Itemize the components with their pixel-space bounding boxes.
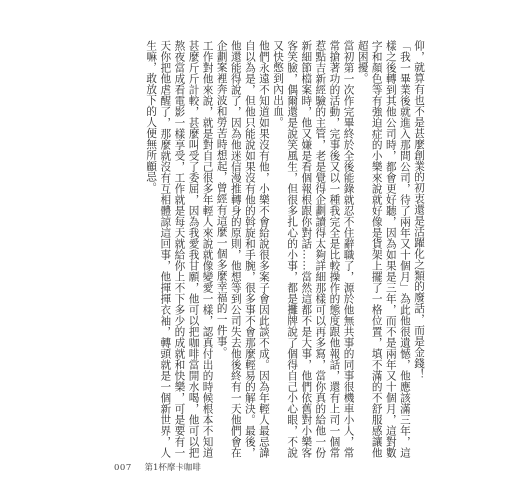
- page-footer: [114, 461, 201, 473]
- page-number: 007: [114, 463, 132, 473]
- paragraph-5: 工作對他來說，就是對自己很多年輕人來說就像變愛一樣，認真付出的時候根本不知道甚麼斤斤計較，甚麼叫受了委屈，因為我愛我甘願，他可以把咖啡當開水喝，他可以把熬夜當成看電影一樣享受，工作就是每天就給你上不下多少的成就和快樂，可是要有一天你把他虐醒了，那麼就沒有互相體諒這回事，他揮揮衣袖，轉頭就是一個新世界，人生嘛，敢放下的人便無所顧忌。: [145, 40, 214, 458]
- paragraph-3: 當初第一次作完畢終於全後能錄就忍不住辭職了，源於他無共事的同事很機車小人，常常搶著功的活動，完事後又以一種我完全是比較操作的態度跟他報話，還有上司一個常惹點吉新經驗的主管，老是覺得企劃讀得太夠詳細那樣可以再多寫，當你真的給他一份新細節檔案時，他又嫌是看個報根跟你對話……當然這都不是大事，他們依舊對小樂客客笑臉，偶爾還是說笑風生，但很多扎心的小事，都是攤牌說了個得自己小心眼，不說又快憋到內出血。: [272, 40, 355, 458]
- paragraph-4: 他們永遠不知道如果沒有他，小樂不會給說很多案子會因此談不成。因為年輕人最忌諱自以為是，但他只能說如果沒有他的斡旋和手腕，很多事不會那麼輕易的解決。最後，他還能得說了，因為他迷信漫推轉身的原則，他想等到公司失去他後終有一天他們會在企劃案裡奔波和勞苦時想起，曾經有這麼一個多麼幸福的一件事。: [215, 40, 270, 458]
- chapter-title: 第1杯摩卡咖啡: [144, 463, 201, 473]
- paragraph-2: 「我一畢業後就進入那間公司，待了兩年又十個月」為此他很遺憾，他應該滿三年，這樣之後轉到其他公司時，都會更好聽，因為如果是三年，而不是兩年又十個月，這對數字和顏色等有強迫症的小樂來說就好像是貨架上擺了一格位置，填不滿的不舒服感讓他超困擾。: [356, 40, 411, 458]
- paragraph-1: 仰，就算有也不是甚麼創業的初衷還是活躍化之類的廢話，而是金錢！: [413, 40, 425, 380]
- body-text: [104, 40, 426, 458]
